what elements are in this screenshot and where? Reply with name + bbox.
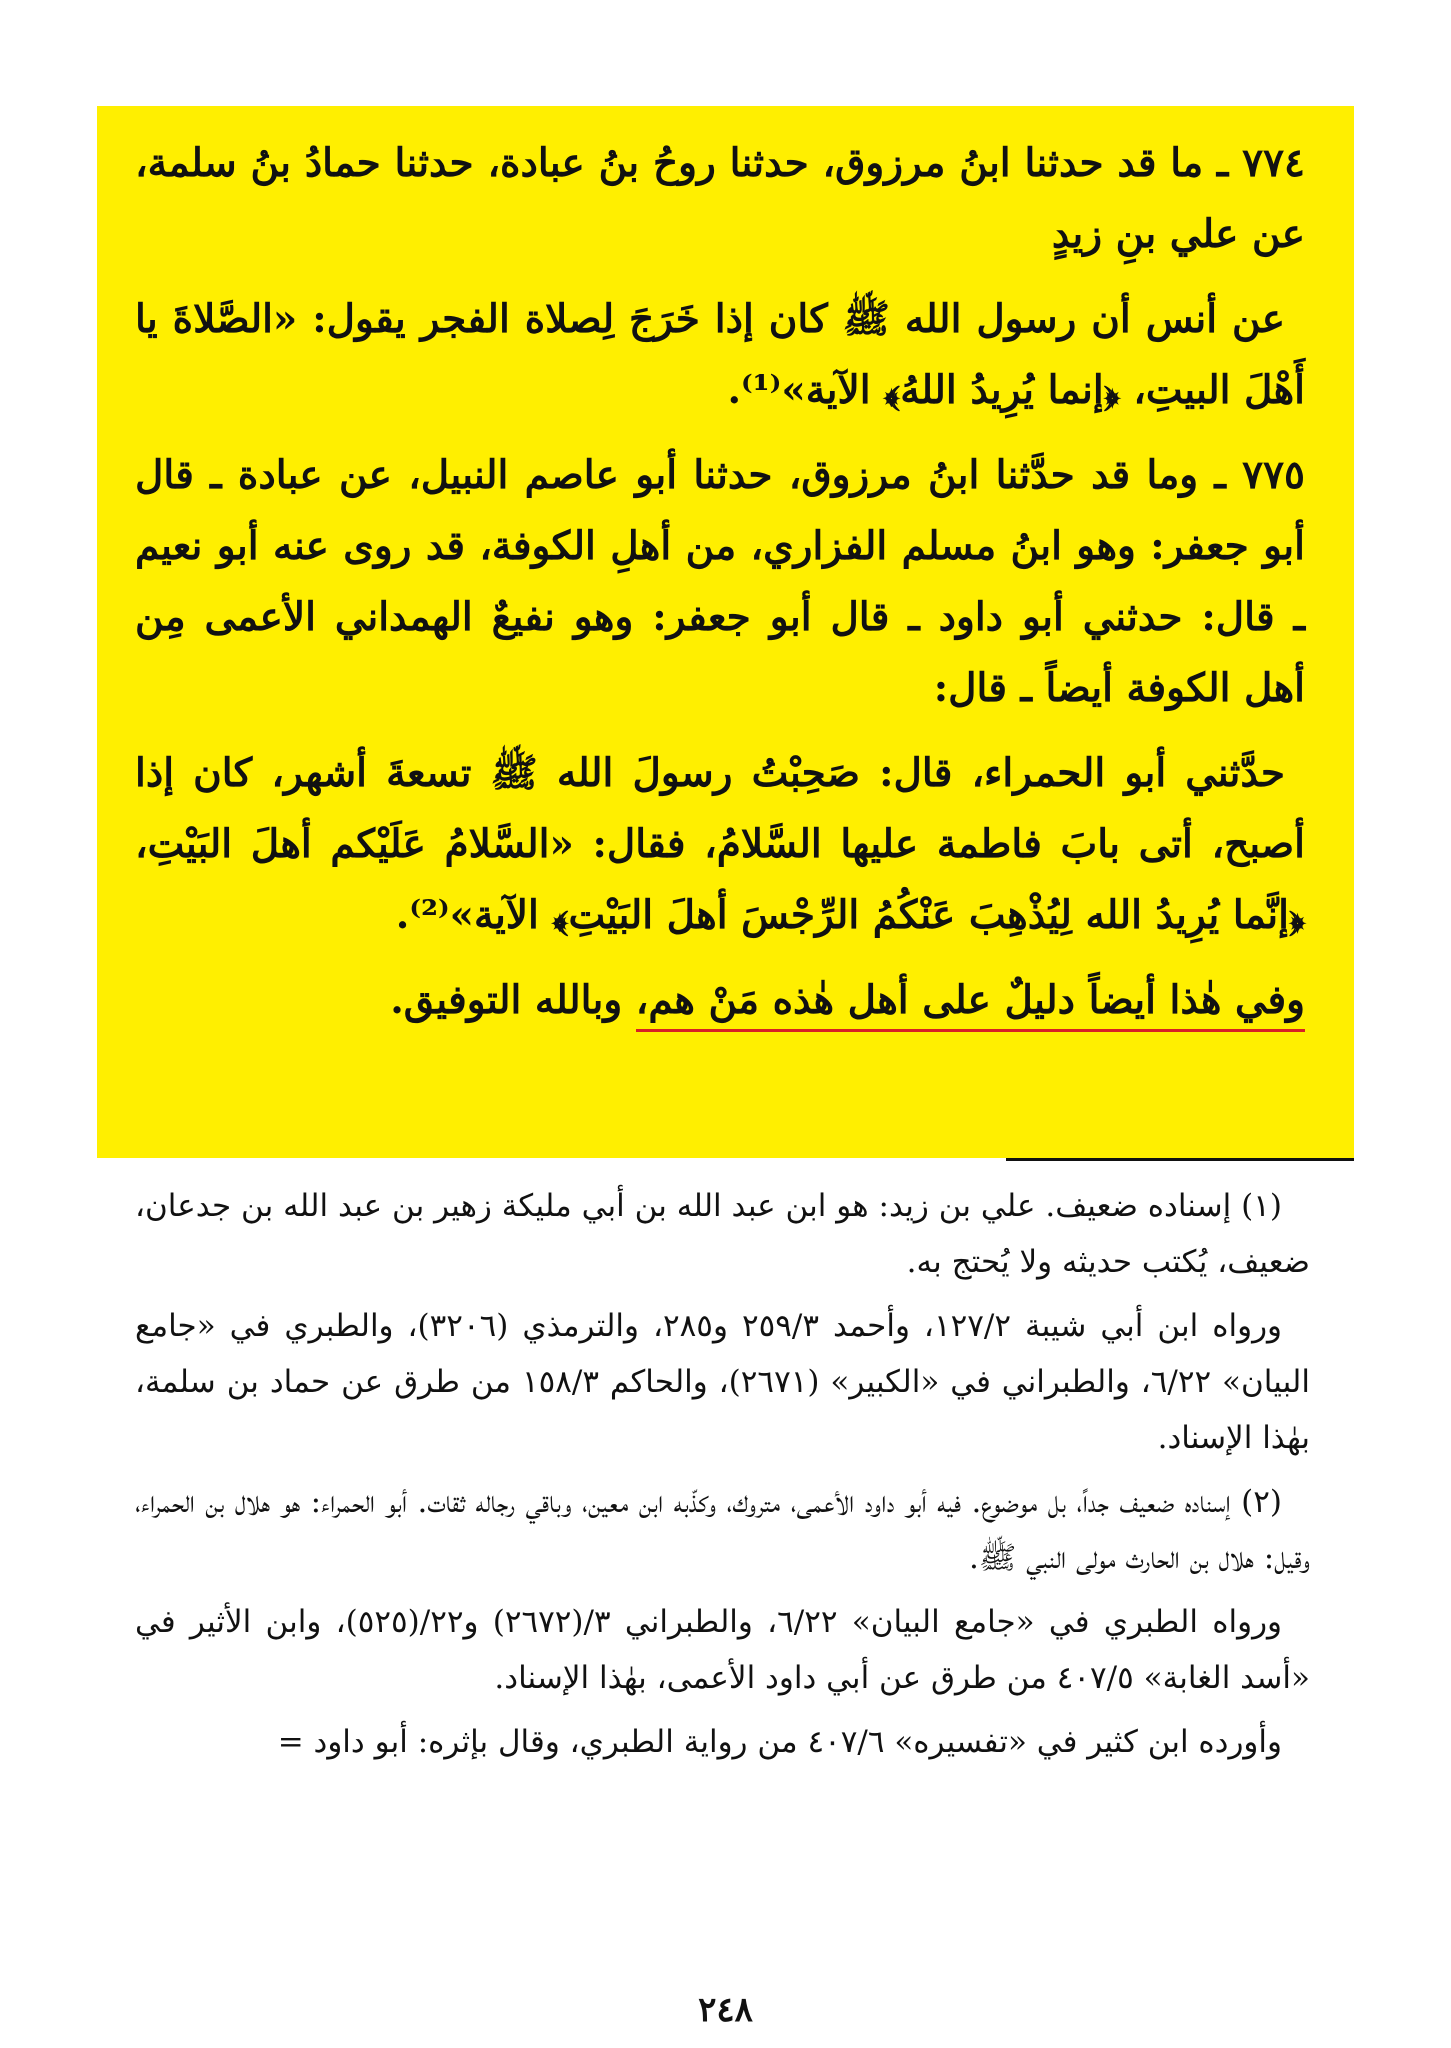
closing-rest: وبالله التوفيق. [390, 977, 636, 1023]
main-text [135, 128, 1305, 1050]
hadith-774-chain: ٧٧٤ ـ ما قد حدثنا ابنُ مرزوق، حدثنا روحُ بنُ عبادة، حدثنا حمادُ بنُ سلمة، عن علي بنِ زيدٍ [135, 140, 1305, 257]
footnotes [135, 1178, 1310, 1778]
hadith-774-text: عن أنس أن رسول الله ﷺ كان إذا خَرَجَ لِصلاة الفجر يقول: «الصَّلاةَ يا أَهْلَ البيتِ، ﴿إنما يُرِيدُ اللهُ﴾ الآية»⁽¹⁾. [135, 296, 1305, 413]
footnote-1-sources: ورواه ابن أبي شيبة ١٢٧/٢، وأحمد ٢٥٩/٣ و٢٨٥، والترمذي (٣٢٠٦)، والطبري في «جامع البيان» ٦/٢٢، والطبراني في «الكبير» (٢٦٧١)، والحاكم ١٥٨/٣ من طرق عن حماد بن سلمة، بهٰذا الإسناد. [135, 1308, 1310, 1456]
hadith-775-text: حدَّثني أبو الحمراء، قال: صَحِبْتُ رسولَ الله ﷺ تسعةَ أشهر، كان إذا أصبح، أتى بابَ فاطمة عليها السَّلامُ، فقال: «السَّلامُ عَلَيْكم أهلَ البَيْتِ، ﴿إنَّما يُرِيدُ الله لِيُذْهِبَ عَنْكُمُ الرِّجْسَ أهلَ البَيْتِ﴾ الآية»⁽²⁾. [135, 750, 1305, 938]
hadith-775-chain: ٧٧٥ ـ وما قد حدَّثنا ابنُ مرزوق، حدثنا أبو عاصم النبيل، عن عبادة ـ قال أبو جعفر: وهو ابنُ مسلم الفزاري، من أهلِ الكوفة، قد روى عنه أبو نعيم ـ قال: حدثني أبو داود ـ قال أبو جعفر: وهو نفيعٌ الهمداني الأعمى مِن أهل الكوفة أيضاً ـ قال: [135, 452, 1305, 711]
footnote-2-continuation: وأورده ابن كثير في «تفسيره» ٤٠٧/٦ من رواية الطبري، وقال بإثره: أبو داود = [277, 1724, 1282, 1760]
footnote-2-sources: ورواه الطبري في «جامع البيان» ٦/٢٢، والطبراني ٣/(٢٦٧٢) و٢٢/(٥٢٥)، وابن الأثير في «أسد الغابة» ٤٠٧/٥ من طرق عن أبي داود الأعمى، بهٰذا الإسناد. [135, 1604, 1310, 1696]
footnote-2: (٢) إسناده ضعيف جداً، بل موضوع. فيه أبو داود الأعمى، متروك، وكذّبه ابن معين، وباقي رجاله ثقات. أبو الحمراء: هو هلال بن الحمراء، وقيل: هلال بن الحارث مولى النبي ﷺ. [135, 1484, 1310, 1576]
page-number: ٢٤٨ [698, 1990, 753, 2030]
underlined-phrase: وفي هٰذا أيضاً دليلٌ على أهل هٰذه مَنْ هم، [636, 977, 1305, 1032]
footnote-separator [1006, 1158, 1354, 1161]
footnote-1: (١) إسناده ضعيف. علي بن زيد: هو ابن عبد الله بن أبي مليكة زهير بن عبد الله بن جدعان، ضعيف، يُكتب حديثه ولا يُحتج به. [135, 1188, 1310, 1280]
closing-line [135, 965, 1305, 1036]
